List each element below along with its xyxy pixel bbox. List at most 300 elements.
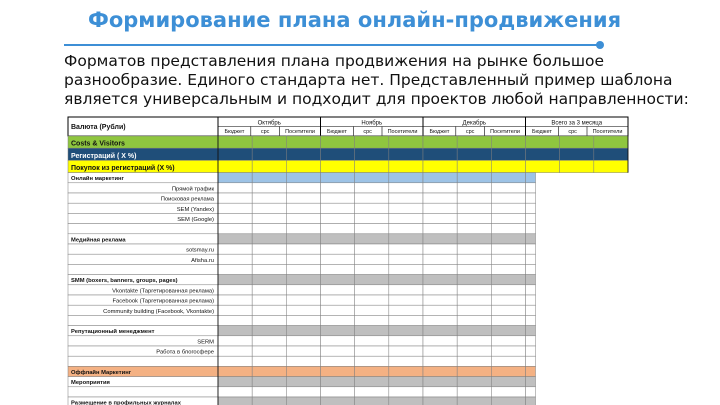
row-value-cell [457, 305, 491, 315]
subheader-label: Посетители [387, 129, 418, 135]
row-value-cell [526, 213, 536, 223]
row-label: SERM [197, 339, 214, 346]
row-label: SEM (Yandex) [176, 206, 214, 213]
row-value-cell [252, 203, 286, 213]
row-value-cell [321, 326, 355, 336]
row-value-cell [423, 295, 457, 305]
row-value-cell [389, 183, 423, 193]
row-value-cell [423, 193, 457, 203]
row-value-cell [526, 136, 560, 148]
row-value-cell [218, 397, 252, 405]
row-value-cell [423, 234, 457, 244]
row-value-cell [423, 136, 457, 148]
subheader-label: cpc [568, 129, 577, 135]
row-label-cell [68, 224, 218, 234]
row-value-cell [321, 336, 355, 346]
row-value-cell [355, 173, 389, 183]
row-value-cell [286, 234, 320, 244]
row-label: SMM (boxers, banners, groups, pages) [71, 278, 178, 285]
row-value-cell [286, 336, 320, 346]
row-label: sotsmay.ru [186, 247, 214, 254]
row-value-cell [321, 244, 355, 254]
row-value-cell [526, 346, 536, 356]
row-value-cell [252, 224, 286, 234]
row-label-cell [68, 336, 218, 346]
row-label: Vkontakte (Таргетированная реклама) [112, 288, 214, 295]
row-label: Community building (Facebook, Vkontakte) [103, 308, 214, 315]
row-value-cell [457, 173, 491, 183]
row-value-cell [491, 224, 525, 234]
row-value-cell [286, 148, 320, 160]
row-value-cell [389, 136, 423, 148]
row-value-cell [252, 148, 286, 160]
row-label: Репутационный менеджмент [71, 329, 155, 336]
row-label: Поисковая реклама [160, 196, 214, 203]
row-value-cell [491, 397, 525, 405]
row-value-cell [252, 305, 286, 315]
row-value-cell [218, 377, 252, 387]
row-value-cell [321, 136, 355, 148]
row-value-cell [526, 356, 536, 366]
row-value-cell [321, 173, 355, 183]
row-value-cell [286, 295, 320, 305]
row-value-cell [252, 366, 286, 376]
row-value-cell [355, 295, 389, 305]
row-value-cell [389, 326, 423, 336]
row-value-cell [457, 148, 491, 160]
row-label: SEM (Google) [177, 217, 214, 223]
row-value-cell [321, 387, 355, 397]
row-value-cell [355, 183, 389, 193]
row-value-cell [457, 234, 491, 244]
row-value-cell [526, 254, 536, 264]
row-value-cell [457, 193, 491, 203]
row-value-cell [286, 213, 320, 223]
row-value-cell [252, 397, 286, 405]
row-value-cell [457, 244, 491, 254]
row-value-cell [355, 148, 389, 160]
row-value-cell [286, 305, 320, 315]
row-value-cell [423, 336, 457, 346]
row-value-cell [526, 173, 536, 183]
row-value-cell [321, 377, 355, 387]
row-value-cell [423, 315, 457, 325]
row-value-cell [389, 377, 423, 387]
row-value-cell [321, 397, 355, 405]
row-value-cell [457, 264, 491, 274]
row-value-cell [252, 244, 286, 254]
row-value-cell [491, 346, 525, 356]
row-value-cell [286, 254, 320, 264]
row-value-cell [389, 264, 423, 274]
subheader-label: Бюджет [224, 129, 245, 135]
row-value-cell [286, 203, 320, 213]
row-value-cell [218, 305, 252, 315]
row-value-cell [355, 136, 389, 148]
row-value-cell [252, 173, 286, 183]
row-value-cell [389, 285, 423, 295]
row-value-cell [252, 356, 286, 366]
row-value-cell [491, 193, 525, 203]
row-value-cell [355, 387, 389, 397]
row-value-cell [321, 305, 355, 315]
row-value-cell [252, 193, 286, 203]
row-label: Онлайн маркетинг [71, 176, 124, 183]
row-value-cell [218, 203, 252, 213]
row-value-cell [560, 148, 594, 160]
row-value-cell [389, 254, 423, 264]
row-value-cell [286, 356, 320, 366]
row-value-cell [491, 315, 525, 325]
row-value-cell [389, 173, 423, 183]
row-value-cell [321, 264, 355, 274]
row-value-cell [423, 326, 457, 336]
row-value-cell [457, 387, 491, 397]
row-value-cell [218, 326, 252, 336]
row-value-cell [491, 183, 525, 193]
row-value-cell [389, 203, 423, 213]
row-value-cell [321, 275, 355, 285]
row-value-cell [252, 285, 286, 295]
row-value-cell [252, 264, 286, 274]
row-value-cell [218, 234, 252, 244]
row-value-cell [491, 377, 525, 387]
row-value-cell [355, 336, 389, 346]
row-value-cell [389, 315, 423, 325]
intro-line: разнообразие. Единого стандарта нет. Представленный пример шаблона [64, 71, 673, 89]
row-label: Facebook (Таргетированная реклама) [112, 298, 214, 305]
row-value-cell [389, 244, 423, 254]
row-value-cell [355, 356, 389, 366]
row-value-cell [423, 213, 457, 223]
row-value-cell [252, 346, 286, 356]
row-value-cell [389, 346, 423, 356]
row-value-cell [286, 264, 320, 274]
row-value-cell [491, 254, 525, 264]
subheader-label: Посетители [490, 129, 520, 135]
row-value-cell [457, 183, 491, 193]
row-value-cell [491, 285, 525, 295]
row-value-cell [457, 366, 491, 376]
row-value-cell [286, 160, 320, 172]
row-value-cell [355, 244, 389, 254]
row-value-cell [423, 377, 457, 387]
row-value-cell [389, 336, 423, 346]
row-value-cell [491, 356, 525, 366]
subheader-label: Бюджет [326, 129, 347, 135]
row-value-cell [423, 285, 457, 295]
row-value-cell [526, 275, 536, 285]
row-value-cell [286, 397, 320, 405]
row-value-cell [491, 160, 525, 172]
row-value-cell [389, 160, 423, 172]
row-value-cell [423, 305, 457, 315]
row-value-cell [457, 160, 491, 172]
row-label-cell [68, 315, 218, 325]
row-value-cell [389, 366, 423, 376]
row-value-cell [389, 224, 423, 234]
subheader-label: Бюджет [429, 129, 450, 135]
row-value-cell [526, 336, 536, 346]
row-value-cell [355, 193, 389, 203]
row-value-cell [560, 160, 594, 172]
row-value-cell [286, 275, 320, 285]
row-value-cell [252, 295, 286, 305]
row-value-cell [218, 148, 252, 160]
row-value-cell [457, 295, 491, 305]
promotion-plan-grid [68, 117, 628, 403]
row-label: Регистраций ( Х %) [71, 152, 137, 160]
row-value-cell [389, 213, 423, 223]
row-value-cell [491, 326, 525, 336]
row-value-cell [594, 136, 628, 148]
row-value-cell [218, 213, 252, 223]
row-value-cell [321, 148, 355, 160]
row-value-cell [491, 336, 525, 346]
row-value-cell [457, 213, 491, 223]
row-value-cell [594, 148, 628, 160]
row-value-cell [526, 305, 536, 315]
row-value-cell [218, 254, 252, 264]
row-label: Оффлайн Маркетинг [71, 370, 132, 376]
row-value-cell [252, 160, 286, 172]
row-value-cell [526, 244, 536, 254]
subheader-label: Посетители [285, 129, 315, 135]
row-value-cell [218, 366, 252, 376]
row-value-cell [321, 295, 355, 305]
row-label: Costs & Visitors [71, 140, 125, 148]
row-value-cell [526, 264, 536, 274]
row-label: Прямой трафик [171, 186, 214, 193]
row-value-cell [321, 160, 355, 172]
row-value-cell [218, 244, 252, 254]
row-value-cell [321, 234, 355, 244]
row-value-cell [491, 275, 525, 285]
row-value-cell [355, 203, 389, 213]
row-value-cell [491, 173, 525, 183]
row-value-cell [560, 136, 594, 148]
row-label: Работа в блогосфере [156, 349, 214, 356]
row-value-cell [218, 264, 252, 274]
subheader-label: cpc [260, 129, 270, 135]
row-value-cell [457, 326, 491, 336]
row-value-cell [389, 356, 423, 366]
row-label-cell [68, 264, 218, 274]
row-value-cell [491, 295, 525, 305]
row-label-cell [68, 356, 218, 366]
row-value-cell [321, 254, 355, 264]
row-value-cell [526, 224, 536, 234]
row-value-cell [252, 183, 286, 193]
row-value-cell [252, 326, 286, 336]
row-value-cell [423, 160, 457, 172]
row-value-cell [491, 203, 525, 213]
row-value-cell [218, 183, 252, 193]
row-value-cell [423, 397, 457, 405]
row-value-cell [594, 160, 628, 172]
row-value-cell [286, 315, 320, 325]
row-value-cell [491, 136, 525, 148]
row-value-cell [389, 275, 423, 285]
row-value-cell [252, 387, 286, 397]
row-value-cell [252, 213, 286, 223]
row-value-cell [355, 254, 389, 264]
row-value-cell [457, 356, 491, 366]
row-label: Покупок из регистраций (Х %) [71, 165, 175, 172]
row-value-cell [286, 173, 320, 183]
row-value-cell [526, 295, 536, 305]
row-value-cell [491, 264, 525, 274]
row-value-cell [457, 224, 491, 234]
row-value-cell [423, 224, 457, 234]
row-value-cell [389, 148, 423, 160]
row-value-cell [321, 315, 355, 325]
row-value-cell [423, 254, 457, 264]
row-value-cell [321, 213, 355, 223]
row-label: Мероприятия [71, 380, 110, 387]
row-value-cell [423, 173, 457, 183]
row-value-cell [423, 183, 457, 193]
row-value-cell [457, 397, 491, 405]
row-value-cell [526, 193, 536, 203]
row-value-cell [321, 193, 355, 203]
promotion-plan-table [68, 117, 628, 403]
subheader-label: cpc [465, 129, 475, 135]
row-value-cell [218, 193, 252, 203]
row-value-cell [389, 387, 423, 397]
row-value-cell [355, 346, 389, 356]
row-value-cell [286, 346, 320, 356]
row-value-cell [218, 160, 252, 172]
row-value-cell [355, 315, 389, 325]
row-value-cell [423, 275, 457, 285]
row-value-cell [355, 275, 389, 285]
row-value-cell [526, 326, 536, 336]
row-value-cell [423, 148, 457, 160]
intro-paragraph [64, 52, 689, 109]
row-value-cell [355, 213, 389, 223]
row-value-cell [252, 254, 286, 264]
row-value-cell [526, 203, 536, 213]
subheader-label: cpc [363, 129, 372, 135]
row-value-cell [423, 387, 457, 397]
row-label: Медийная реклама [71, 237, 126, 244]
title-underline-dot [596, 41, 604, 49]
row-value-cell [355, 377, 389, 387]
row-value-cell [252, 275, 286, 285]
row-value-cell [286, 366, 320, 376]
row-value-cell [457, 377, 491, 387]
row-value-cell [526, 234, 536, 244]
row-value-cell [491, 305, 525, 315]
row-value-cell [218, 295, 252, 305]
row-value-cell [286, 326, 320, 336]
row-value-cell [321, 203, 355, 213]
row-value-cell [355, 160, 389, 172]
row-value-cell [457, 285, 491, 295]
row-value-cell [218, 173, 252, 183]
row-label-cell [68, 387, 218, 397]
row-value-cell [252, 377, 286, 387]
row-label: Размещение в профильных журналах [71, 400, 181, 405]
row-value-cell [321, 285, 355, 295]
row-value-cell [252, 336, 286, 346]
row-value-cell [526, 160, 560, 172]
intro-line: является универсальным и подходит для проектов любой направленности: [64, 90, 689, 108]
row-value-cell [526, 315, 536, 325]
row-value-cell [423, 356, 457, 366]
row-value-cell [526, 366, 536, 376]
row-value-cell [286, 193, 320, 203]
row-value-cell [526, 377, 536, 387]
row-value-cell [355, 224, 389, 234]
row-value-cell [218, 136, 252, 148]
row-value-cell [355, 264, 389, 274]
row-value-cell [286, 224, 320, 234]
row-value-cell [423, 366, 457, 376]
row-value-cell [218, 224, 252, 234]
row-value-cell [321, 183, 355, 193]
row-value-cell [389, 305, 423, 315]
row-value-cell [526, 397, 536, 405]
row-value-cell [252, 136, 286, 148]
row-value-cell [286, 136, 320, 148]
row-value-cell [286, 387, 320, 397]
row-value-cell [218, 315, 252, 325]
row-value-cell [355, 326, 389, 336]
row-label: Afisha.ru [191, 257, 214, 264]
row-value-cell [526, 387, 536, 397]
row-value-cell [457, 336, 491, 346]
row-value-cell [321, 356, 355, 366]
subheader-label: Посетители [592, 129, 623, 135]
row-value-cell [526, 183, 536, 193]
row-value-cell [491, 244, 525, 254]
row-value-cell [491, 148, 525, 160]
row-value-cell [218, 336, 252, 346]
row-value-cell [457, 346, 491, 356]
row-value-cell [218, 346, 252, 356]
row-value-cell [491, 387, 525, 397]
month-header: Октябрь [257, 120, 281, 127]
row-value-cell [252, 315, 286, 325]
month-header: Ноябрь [361, 120, 383, 127]
row-value-cell [355, 285, 389, 295]
row-value-cell [355, 305, 389, 315]
row-value-cell [355, 234, 389, 244]
row-value-cell [355, 366, 389, 376]
row-value-cell [218, 285, 252, 295]
row-value-cell [218, 275, 252, 285]
corner-label: Валюта (Рубли) [71, 124, 126, 131]
row-value-cell [423, 244, 457, 254]
row-value-cell [321, 346, 355, 356]
month-header: Декабрь [462, 120, 486, 127]
row-value-cell [218, 356, 252, 366]
month-header: Всего за 3 месяца [551, 120, 603, 127]
row-value-cell [286, 377, 320, 387]
row-value-cell [286, 183, 320, 193]
page-title: Формирование плана онлайн-продвижения [88, 8, 622, 32]
row-value-cell [389, 397, 423, 405]
row-value-cell [526, 285, 536, 295]
row-value-cell [457, 203, 491, 213]
row-value-cell [491, 366, 525, 376]
row-value-cell [218, 387, 252, 397]
row-value-cell [457, 136, 491, 148]
row-value-cell [252, 234, 286, 244]
row-value-cell [321, 366, 355, 376]
